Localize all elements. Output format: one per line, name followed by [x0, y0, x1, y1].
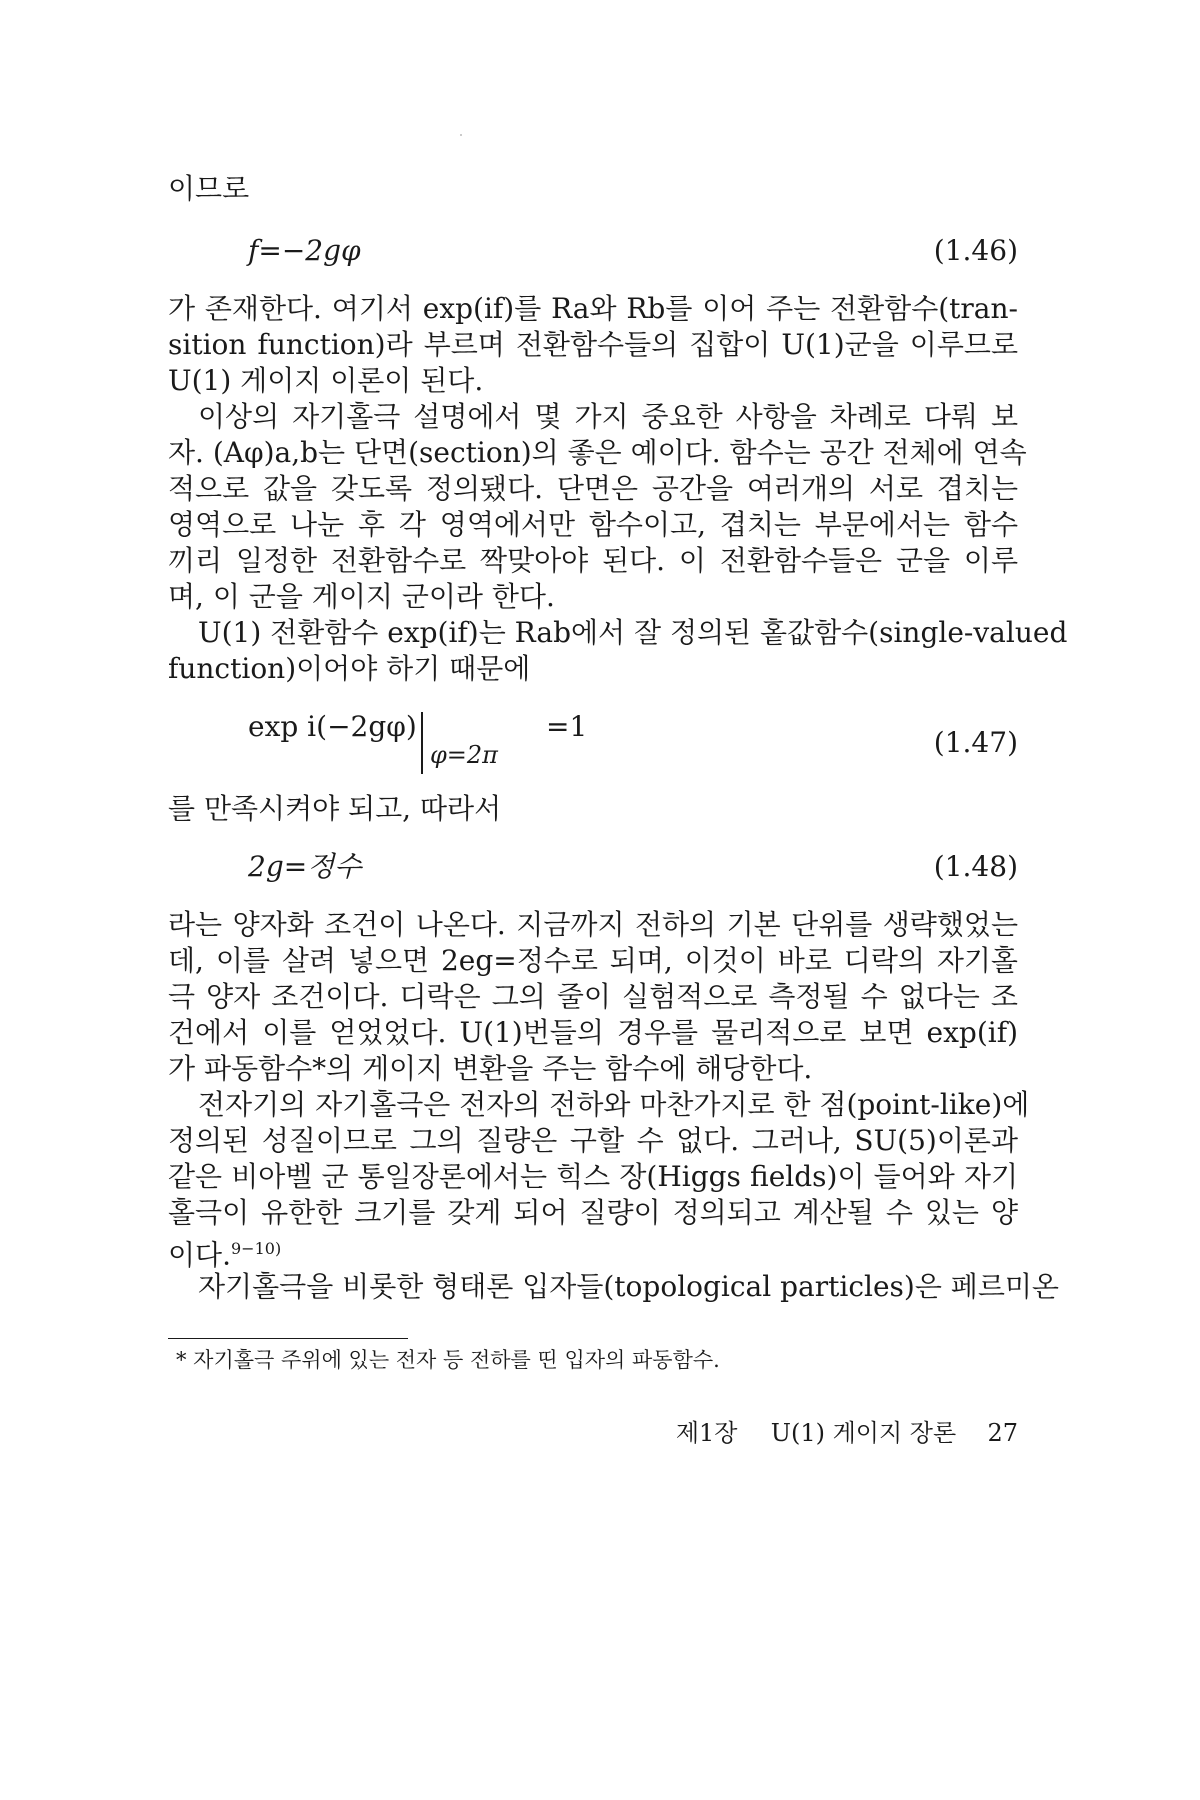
- paragraph-line: 홀극이 유한한 크기를 갖게 되어 질량이 정의되고 계산될 수 있는 양: [168, 1196, 1018, 1229]
- document-page: [168, 0, 1068, 1800]
- paragraph-text: 이다.: [168, 1238, 231, 1272]
- citation-superscript: 9−10): [231, 1239, 282, 1258]
- paragraph-line: U(1) 게이지 이론이 된다.: [168, 364, 484, 397]
- paragraph-line: 전자기의 자기홀극은 전자의 전하와 마찬가지로 한 점(point-like)에: [198, 1088, 1030, 1121]
- footer-title: U(1) 게이지 장론: [770, 1419, 957, 1447]
- paragraph-line: 라는 양자화 조건이 나온다. 지금까지 전하의 기본 단위를 생략했었는: [168, 908, 1018, 941]
- footnote: * 자기홀극 주위에 있는 전자 등 전하를 띤 입자의 파동함수.: [176, 1348, 720, 1372]
- paragraph-line: 적으로 값을 갖도록 정의됐다. 단면은 공간을 여러개의 서로 겹치는: [168, 472, 1018, 505]
- paragraph-line: sition function)라 부르며 전환함수들의 집합이 U(1)군을 이루므로: [168, 328, 1018, 361]
- equation-1-47-subscript: φ=2π: [430, 741, 498, 769]
- equation-1-46: f=−2gφ: [248, 234, 361, 267]
- paragraph-line: 자. (Aφ)a,b는 단면(section)의 좋은 예이다. 함수는 공간 전체에 연속: [168, 436, 1027, 469]
- page-footer: [676, 1418, 1018, 1448]
- paragraph-line: 끼리 일정한 전환함수로 짝맞아야 된다. 이 전환함수들은 군을 이루: [168, 544, 1018, 577]
- paragraph-line: 자기홀극을 비롯한 형태론 입자들(topological particles)은 페르미온: [198, 1270, 1059, 1303]
- paragraph-line: U(1) 전환함수 exp(if)는 Rab에서 잘 정의된 홑값함수(single-valued: [198, 616, 1068, 649]
- paragraph-line: function)이어야 하기 때문에: [168, 652, 531, 685]
- opening-line: 이므로: [168, 172, 250, 205]
- footer-chapter: 제1장: [675, 1419, 738, 1447]
- paragraph-line: 건에서 이를 얻었었다. U(1)번들의 경우를 물리적으로 보면 exp(if): [168, 1016, 1018, 1049]
- paragraph-line: 가 파동함수*의 게이지 변환을 주는 함수에 해당한다.: [168, 1052, 813, 1085]
- paragraph-line: 영역으로 나눈 후 각 영역에서만 함수이고, 겹치는 부문에서는 함수: [168, 508, 1018, 541]
- equation-1-47-lhs: exp i(−2gφ): [248, 710, 417, 743]
- paragraph-line: 극 양자 조건이다. 디락은 그의 줄이 실험적으로 측정될 수 없다는 조: [168, 980, 1018, 1013]
- paragraph-line: 가 존재한다. 여기서 exp(if)를 Ra와 Rb를 이어 주는 전환함수(tran-: [168, 292, 1018, 325]
- paragraph-line: 같은 비아벨 군 통일장론에서는 힉스 장(Higgs fields)이 들어와 자기: [168, 1160, 1018, 1193]
- equation-number-1-48: (1.48): [933, 850, 1018, 883]
- paragraph-line: 를 만족시켜야 되고, 따라서: [168, 792, 502, 825]
- page-number: 27: [987, 1419, 1018, 1447]
- equation-1-48: 2g=정수: [248, 850, 362, 883]
- evaluation-bar: [421, 712, 423, 774]
- paragraph-line: 데, 이를 살려 넣으면 2eg=정수로 되며, 이것이 바로 디락의 자기홀: [168, 944, 1018, 977]
- equation-number-1-46: (1.46): [933, 234, 1018, 267]
- equation-number-1-47: (1.47): [933, 726, 1018, 759]
- paragraph-line: 정의된 성질이므로 그의 질량은 구할 수 없다. 그러나, SU(5)이론과: [168, 1124, 1018, 1157]
- paragraph-line: 며, 이 군을 게이지 군이라 한다.: [168, 580, 555, 613]
- equation-1-47-rhs: =1: [546, 710, 588, 743]
- scan-speck: [460, 134, 462, 136]
- paragraph-line: 이상의 자기홀극 설명에서 몇 가지 중요한 사항을 차례로 다뤄 보: [198, 400, 1018, 433]
- footnote-rule: [168, 1338, 408, 1339]
